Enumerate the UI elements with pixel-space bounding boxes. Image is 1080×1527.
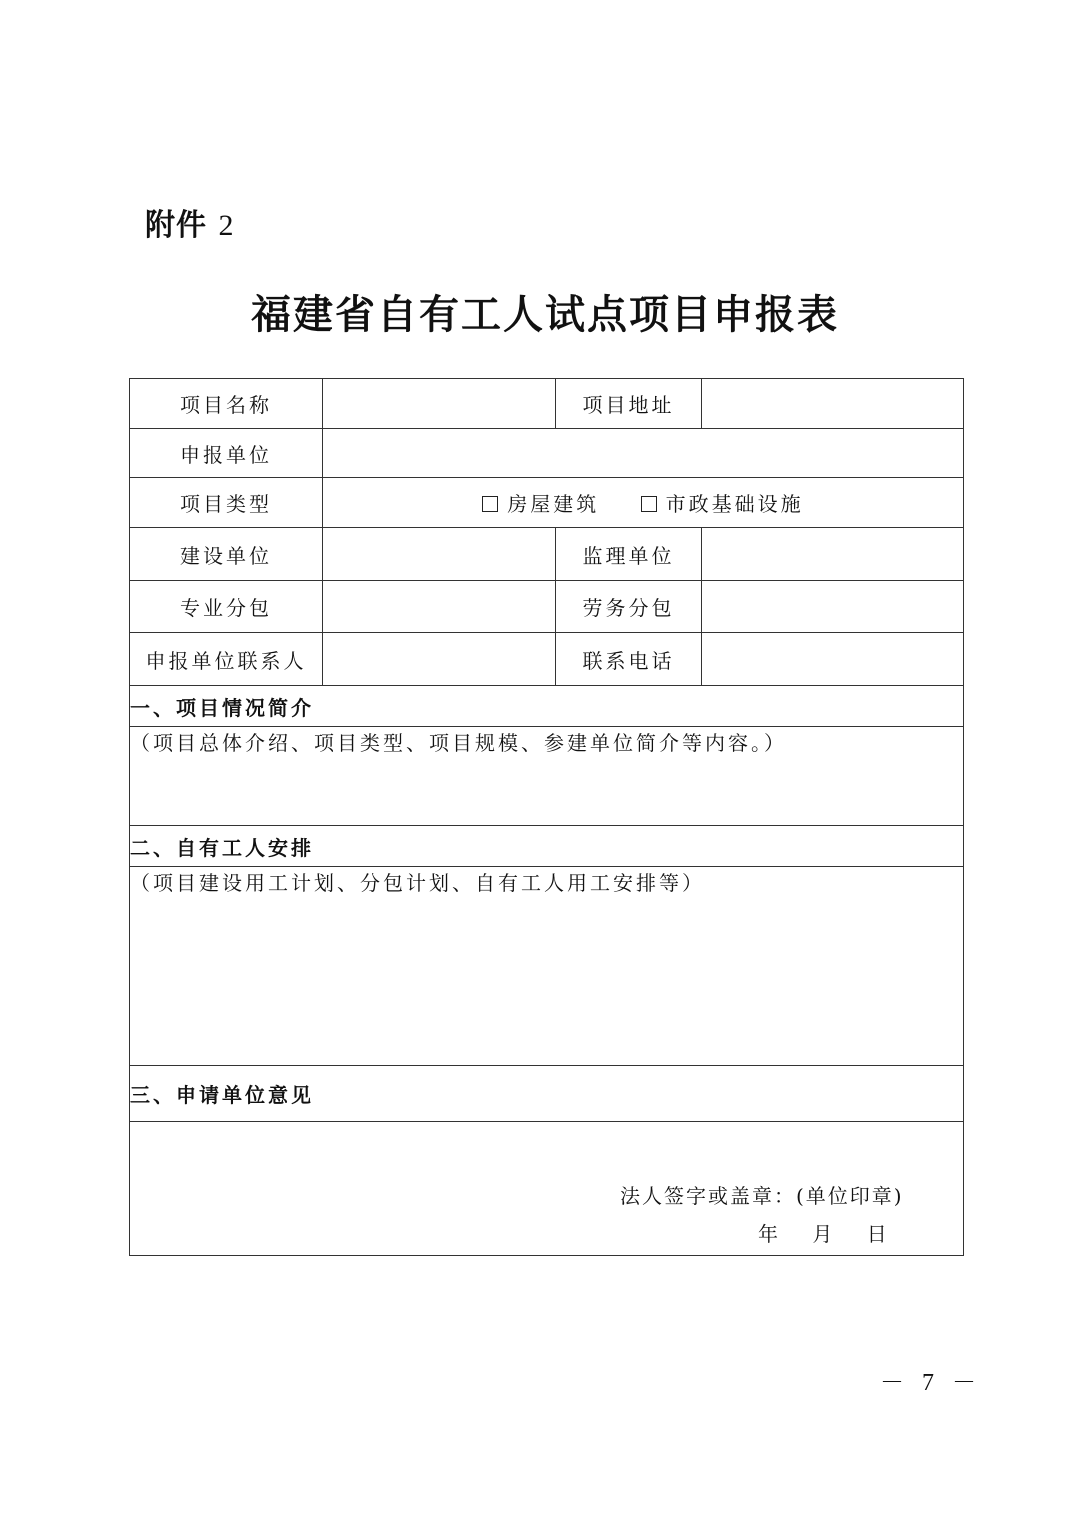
- workers-note: （项目建设用工计划、分包计划、自有工人用工安排等）: [130, 871, 705, 895]
- labor-subcontract-field[interactable]: [702, 581, 964, 633]
- specialty-subcontract-field[interactable]: [323, 581, 556, 633]
- contact-phone-field[interactable]: [702, 633, 964, 686]
- labor-subcontract-label: 劳务分包: [556, 581, 702, 633]
- checkbox-icon[interactable]: [641, 496, 657, 512]
- specialty-subcontract-label: 专业分包: [130, 581, 323, 633]
- date-month: 月: [812, 1222, 836, 1246]
- option-building-label: 房屋建筑: [507, 492, 600, 516]
- project-name-field[interactable]: [323, 379, 556, 429]
- section-workers-body: [130, 867, 964, 1066]
- option-municipal-label: 市政基础设施: [665, 492, 804, 516]
- form-row-subcontract: [130, 581, 964, 633]
- date-line: [758, 1218, 912, 1247]
- signature-line: 法人签字或盖章：(单位印章): [620, 1184, 904, 1208]
- supervision-unit-field[interactable]: [702, 528, 964, 581]
- project-address-field[interactable]: [702, 379, 964, 429]
- construction-unit-field[interactable]: [323, 528, 556, 581]
- attachment-number: 2: [218, 209, 235, 242]
- overview-note: （项目总体介绍、项目类型、项目规模、参建单位简介等内容。）: [130, 731, 787, 755]
- overview-text-area[interactable]: [130, 727, 964, 826]
- form-row-project-name: [130, 379, 964, 429]
- attachment-label: [145, 200, 234, 244]
- applicant-unit-label: 申报单位: [130, 429, 323, 478]
- construction-unit-label: 建设单位: [130, 528, 323, 581]
- form-row-applicant: [130, 429, 964, 478]
- project-type-options: [323, 478, 964, 528]
- section-workers-title: 二、自有工人安排: [130, 826, 964, 867]
- contact-person-label: 申报单位联系人: [130, 633, 323, 686]
- section-overview-body: [130, 727, 964, 826]
- date-year: 年: [758, 1222, 781, 1246]
- contact-phone-label: 联系电话: [556, 633, 702, 686]
- applicant-unit-field[interactable]: [323, 429, 964, 478]
- contact-person-field[interactable]: [323, 633, 556, 686]
- form-row-construction: [130, 528, 964, 581]
- section-opinion-header: [130, 1066, 964, 1122]
- section-opinion-title: 三、申请单位意见: [130, 1066, 964, 1122]
- page-title: 福建省自有工人试点项目申报表: [251, 292, 839, 338]
- opinion-area[interactable]: [130, 1122, 964, 1256]
- supervision-unit-label: 监理单位: [556, 528, 702, 581]
- application-form-table: [129, 378, 964, 1256]
- option-building[interactable]: [482, 488, 599, 517]
- project-name-label: 项目名称: [130, 379, 323, 429]
- page-number: － 7 －: [880, 1370, 982, 1396]
- form-row-project-type: [130, 478, 964, 528]
- section-opinion-body: [130, 1122, 964, 1256]
- date-day: 日: [866, 1222, 890, 1246]
- section-workers-header: [130, 826, 964, 867]
- section-overview-title: 一、项目情况简介: [130, 686, 964, 727]
- workers-text-area[interactable]: [130, 867, 964, 1066]
- section-overview-header: [130, 686, 964, 727]
- attachment-text: 附件: [145, 208, 207, 243]
- checkbox-icon[interactable]: [482, 496, 498, 512]
- project-type-label: 项目类型: [130, 478, 323, 528]
- form-row-contact: [130, 633, 964, 686]
- project-address-label: 项目地址: [556, 379, 702, 429]
- option-municipal[interactable]: [641, 488, 804, 517]
